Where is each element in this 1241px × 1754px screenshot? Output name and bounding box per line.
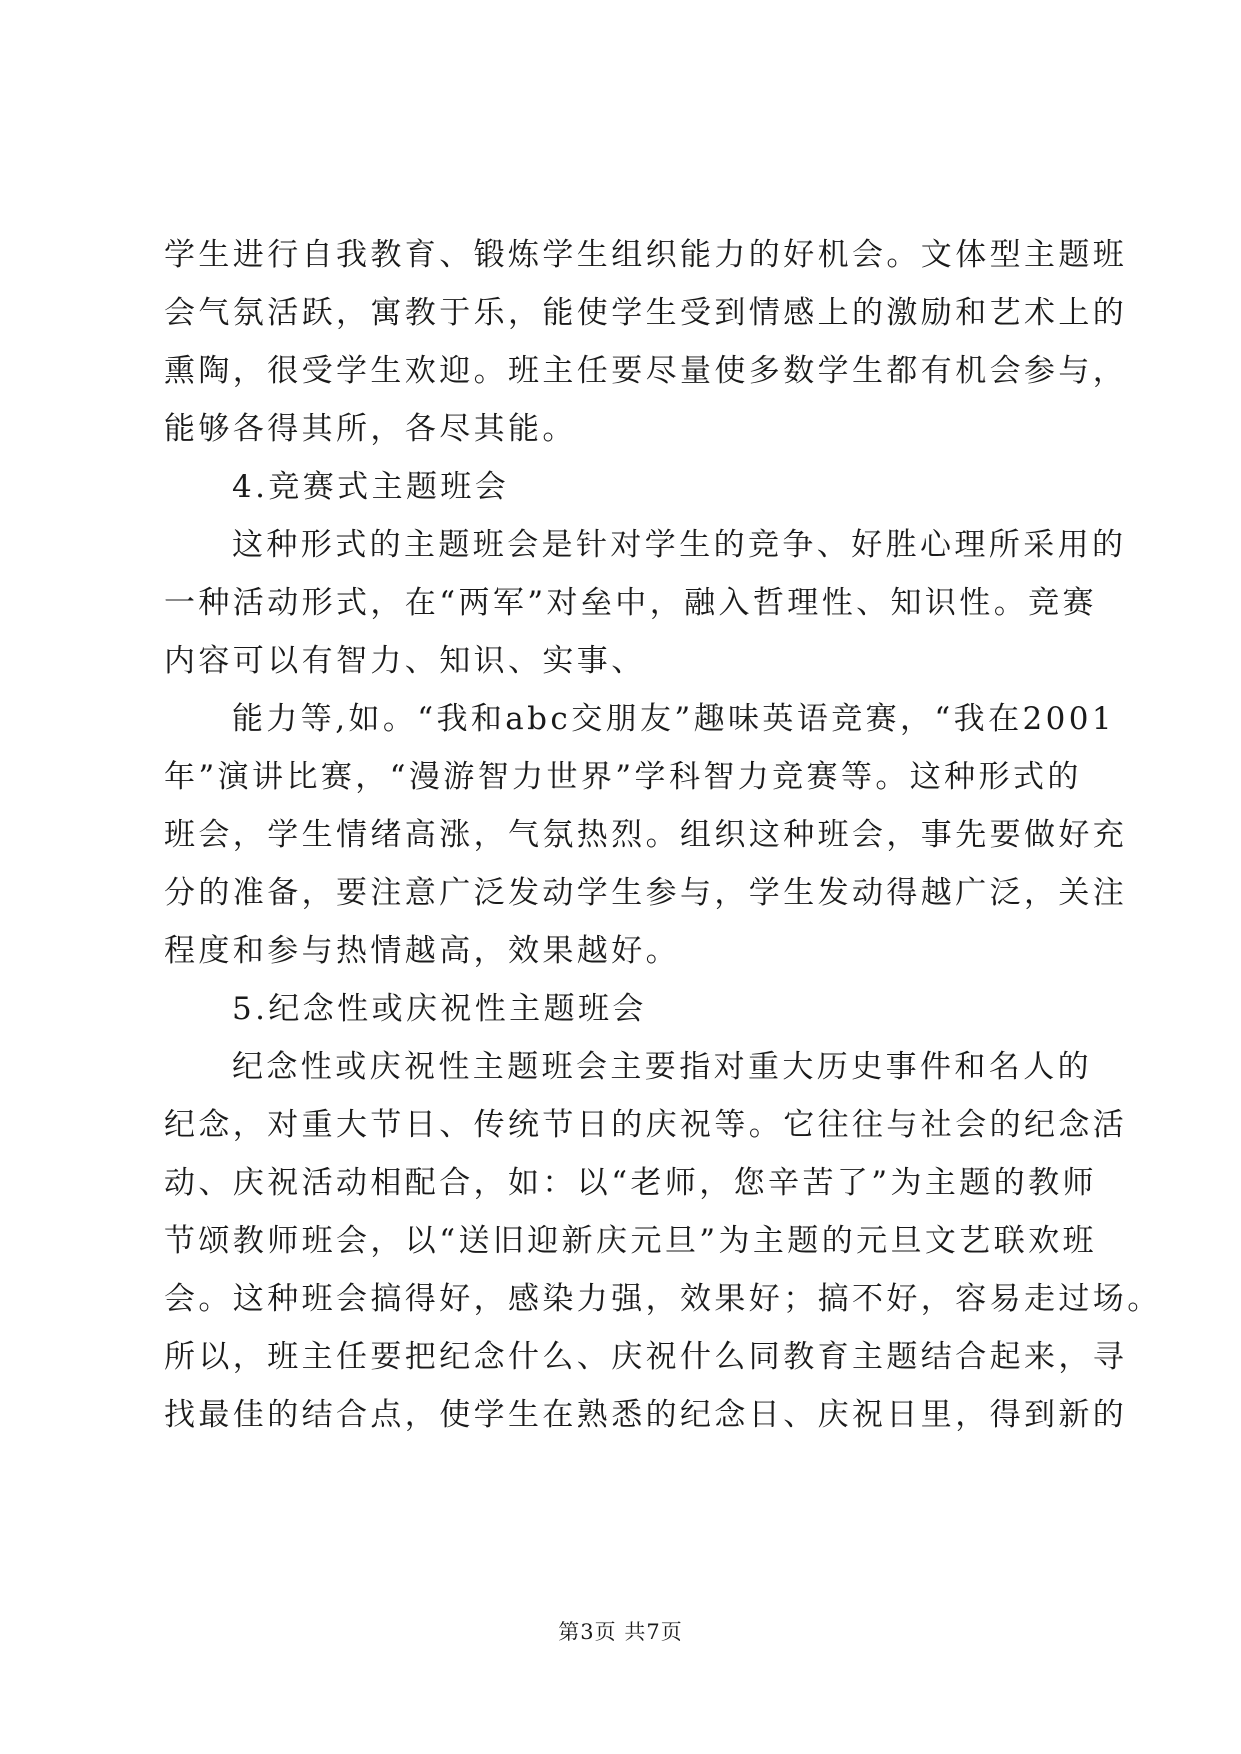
body-text — [164, 226, 1162, 1444]
section-heading: 5.纪念性或庆祝性主题班会 — [232, 991, 647, 1027]
text-line: 会气氛活跃，寓教于乐，能使学生受到情感上的激励和艺术上的 — [164, 295, 1128, 331]
text-line: 所以，班主任要把纪念什么、庆祝什么同教育主题结合起来，寻 — [164, 1339, 1128, 1375]
text-line: 纪念性或庆祝性主题班会主要指对重大历史事件和名人的 — [232, 1049, 1092, 1085]
text-line: 找最佳的结合点，使学生在熟悉的纪念日、庆祝日里，得到新的 — [164, 1397, 1128, 1433]
page-number-footer: 第3页 共7页 — [558, 1620, 683, 1644]
text-line: 内容可以有智力、知识、实事、 — [164, 643, 646, 679]
text-line: 班会，学生情绪高涨，气氛热烈。组织这种班会，事先要做好充 — [164, 817, 1128, 853]
text-line: 这种形式的主题班会是针对学生的竞争、好胜心理所采用的 — [232, 527, 1127, 563]
text-line: 动、庆祝活动相配合，如：以“老师，您辛苦了”为主题的教师 — [164, 1165, 1097, 1201]
text-line: 节颂教师班会，以“送旧迎新庆元旦”为主题的元旦文艺联欢班 — [164, 1223, 1097, 1259]
text-line: 程度和参与热情越高，效果越好。 — [164, 933, 680, 969]
text-line: 熏陶，很受学生欢迎。班主任要尽量使多数学生都有机会参与， — [164, 353, 1128, 389]
text-line: 能够各得其所，各尽其能。 — [164, 411, 577, 447]
text-line: 学生进行自我教育、锻炼学生组织能力的好机会。文体型主题班 — [164, 237, 1128, 273]
text-line: 会。这种班会搞得好，感染力强，效果好；搞不好，容易走过场。 — [164, 1281, 1162, 1317]
text-line: 能力等,如。“我和abc交朋友”趣味英语竞赛，“我在2001 — [232, 701, 1115, 737]
text-line: 分的准备，要注意广泛发动学生参与，学生发动得越广泛，关注 — [164, 875, 1128, 911]
text-line: 年”演讲比赛，“漫游智力世界”学科智力竞赛等。这种形式的 — [164, 759, 1082, 795]
section-heading: 4.竞赛式主题班会 — [232, 469, 510, 505]
text-line: 一种活动形式，在“两军”对垒中，融入哲理性、知识性。竞赛 — [164, 585, 1097, 621]
text-line: 纪念，对重大节日、传统节日的庆祝等。它往往与社会的纪念活 — [164, 1107, 1128, 1143]
